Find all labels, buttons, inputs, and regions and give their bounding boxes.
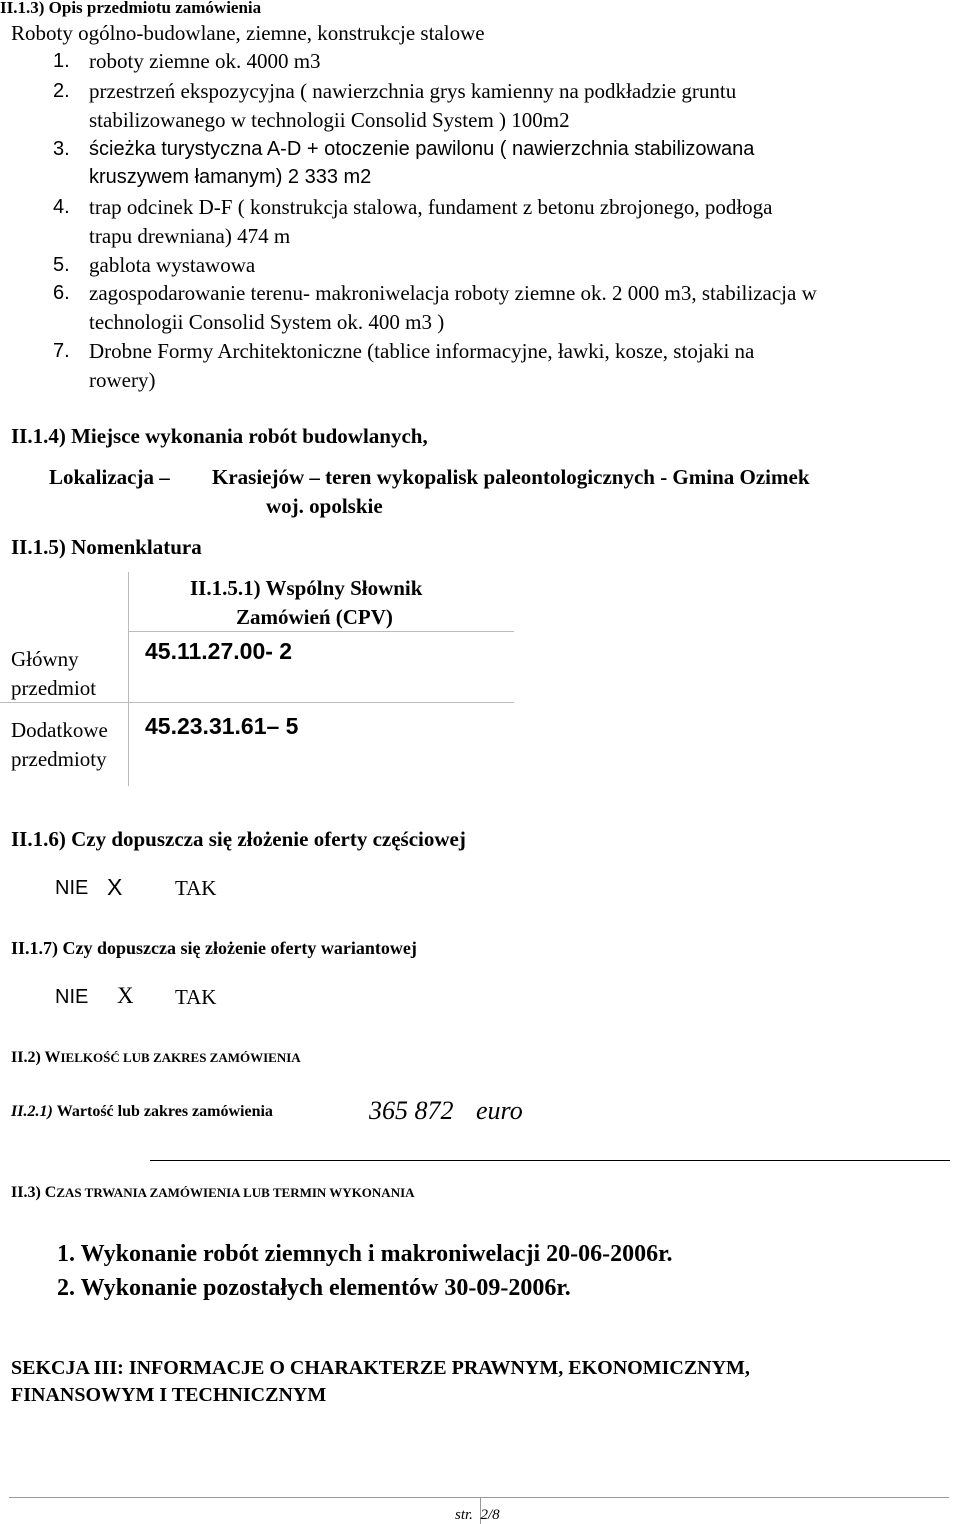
list-item-text: zagospodarowanie terenu- makroniwelacja roboty ziemne ok. 2 000 m3, stabilizacja w xyxy=(89,281,817,305)
schedule-item: 2. Wykonanie pozostałych elementów 30-09-2006r. xyxy=(57,1275,571,1301)
location-value: Krasiejów – teren wykopalisk paleontologicznych - Gmina Ozimek xyxy=(212,465,810,489)
section-2-1-7-heading: II.1.7) Czy dopuszcza się złożenie oferty wariantowej xyxy=(11,938,417,958)
cpv-row-label-line2: przedmioty xyxy=(11,747,107,771)
selected-mark: X xyxy=(107,874,123,900)
section-2-2-title: IELKOŚĆ LUB ZAKRES ZAMÓWIENIA xyxy=(60,1050,301,1065)
section-2-2-num: II.2) W xyxy=(11,1049,61,1066)
section-2-1-6-heading: II.1.6) Czy dopuszcza się złożenie oferty częściowej xyxy=(11,827,466,851)
location-value-line2: woj. opolskie xyxy=(266,494,383,518)
cpv-additional-code: 45.23.31.61– 5 xyxy=(145,713,299,739)
order-value-unit: euro xyxy=(476,1096,523,1125)
cpv-row-label: Dodatkowe xyxy=(11,718,108,742)
section-2-2-1-text: Wartość lub zakres zamówienia xyxy=(56,1103,273,1120)
option-yes: TAK xyxy=(175,985,217,1009)
list-item-text: trap odcinek D-F ( konstrukcja stalowa, fundament z betonu zbrojonego, podłoga xyxy=(89,195,773,219)
cpv-table-header-line2: Zamówień (CPV) xyxy=(236,605,393,629)
table-divider xyxy=(128,631,514,632)
list-item-number: 1. xyxy=(53,50,70,72)
list-item-number: 3. xyxy=(53,138,70,160)
list-item-number: 7. xyxy=(53,340,70,362)
list-item-text: gablota wystawowa xyxy=(89,253,256,277)
separator-line xyxy=(150,1160,950,1161)
page-label: str. xyxy=(455,1507,473,1523)
list-item-text: ścieżka turystyczna A-D + otoczenie pawilonu ( nawierzchnia stabilizowana xyxy=(89,138,755,160)
section-2-3-num: II.3) C xyxy=(11,1184,57,1201)
section-2-2-1 xyxy=(11,1103,273,1121)
list-item-text: technologii Consolid System ok. 400 m3 ) xyxy=(89,310,445,334)
section-2-2-1-label: II.2.1) xyxy=(11,1103,53,1120)
location-label: Lokalizacja – xyxy=(49,465,170,489)
page-number xyxy=(455,1507,500,1524)
section-2-1-5-heading: II.1.5) Nomenklatura xyxy=(11,535,202,559)
table-vertical-border xyxy=(128,572,129,786)
section-2-3-heading xyxy=(11,1184,415,1202)
section-3-heading: SEKCJA III: INFORMACJE O CHARAKTERZE PRAWNYM, EKONOMICZNYM, xyxy=(11,1357,750,1379)
list-item-number: 4. xyxy=(53,196,70,218)
option-yes: TAK xyxy=(175,876,217,900)
list-item-text: przestrzeń ekspozycyjna ( nawierzchnia grys kamienny na podkładzie gruntu xyxy=(89,79,737,103)
section-2-1-4-heading: II.1.4) Miejsce wykonania robót budowlanych, xyxy=(11,424,428,448)
section-2-1-3-heading: II.1.3) Opis przedmiotu zamówienia xyxy=(0,0,262,17)
cpv-row-label-line2: przedmiot xyxy=(11,676,97,700)
list-item-text: stabilizowanego w technologii Consolid System ) 100m2 xyxy=(89,108,570,132)
cpv-table-header: II.1.5.1) Wspólny Słownik xyxy=(190,576,423,600)
list-item-text: roboty ziemne ok. 4000 m3 xyxy=(89,49,321,73)
section-2-3-title: ZAS TRWANIA ZAMÓWIENIA LUB TERMIN WYKONANIA xyxy=(56,1185,415,1200)
list-item-text: rowery) xyxy=(89,368,156,392)
selected-mark: X xyxy=(117,983,134,1008)
page-value: 2/8 xyxy=(480,1507,500,1523)
table-divider xyxy=(0,702,514,703)
section-2-1-3-intro: Roboty ogólno-budowlane, ziemne, konstrukcje stalowe xyxy=(11,21,485,45)
list-item-number: 5. xyxy=(53,254,70,276)
order-value: 365 872 xyxy=(369,1096,454,1125)
footer-rule xyxy=(9,1497,949,1498)
section-3-heading-line2: FINANSOWYM I TECHNICZNYM xyxy=(11,1384,327,1406)
option-no: NIE xyxy=(55,877,89,899)
option-no: NIE xyxy=(55,986,89,1008)
list-item-text: kruszywem łamanym) 2 333 m2 xyxy=(89,166,372,188)
list-item-text: trapu drewniana) 474 m xyxy=(89,224,291,248)
list-item-text: Drobne Formy Architektoniczne (tablice informacyjne, ławki, kosze, stojaki na xyxy=(89,339,755,363)
list-item-number: 2. xyxy=(53,80,70,102)
schedule-item: 1. Wykonanie robót ziemnych i makroniwelacji 20-06-2006r. xyxy=(57,1241,673,1267)
cpv-main-code: 45.11.27.00- 2 xyxy=(145,638,293,664)
list-item-number: 6. xyxy=(53,282,70,304)
section-2-2-heading xyxy=(11,1049,301,1067)
cpv-row-label: Główny xyxy=(11,647,79,671)
